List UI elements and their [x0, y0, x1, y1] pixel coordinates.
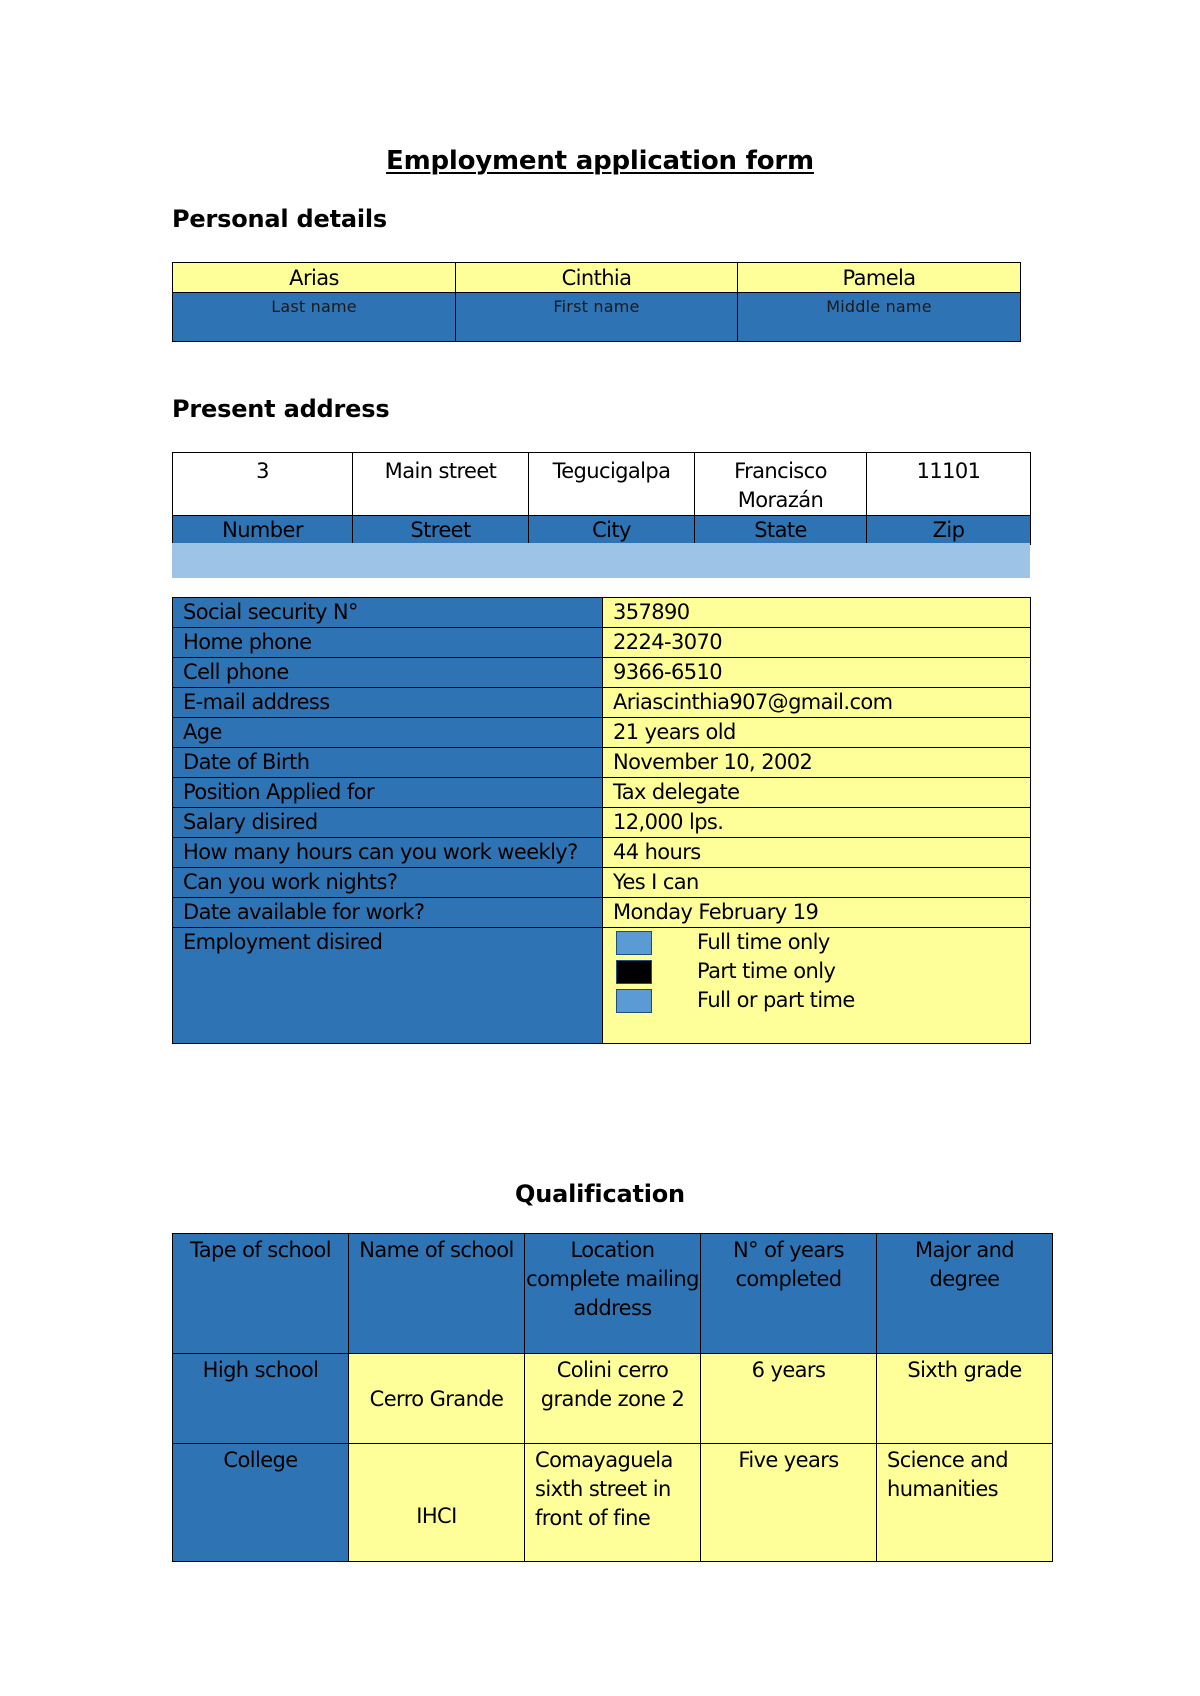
- address-city-value[interactable]: Tegucigalpa: [529, 453, 695, 516]
- header-school-type: Tape of school: [173, 1234, 349, 1354]
- detail-value[interactable]: 9366-6510: [603, 658, 1031, 688]
- table-row: [173, 1444, 1053, 1562]
- checkbox-full-or-part-time[interactable]: [616, 989, 652, 1013]
- address-street-label: Street: [353, 516, 529, 545]
- middle-name-value[interactable]: Pamela: [738, 263, 1021, 293]
- address-number-label: Number: [173, 516, 353, 545]
- detail-row: [173, 898, 1031, 928]
- detail-value[interactable]: 357890: [603, 598, 1031, 628]
- school-name-cell[interactable]: IHCI: [349, 1444, 525, 1562]
- checkbox-label: Full time only: [697, 930, 830, 954]
- applicant-details-table: [172, 597, 1031, 1044]
- header-years-completed: N° of years completed: [701, 1234, 877, 1354]
- detail-row: [173, 778, 1031, 808]
- checkbox-label: Full or part time: [697, 988, 855, 1012]
- detail-row: [173, 598, 1031, 628]
- detail-value[interactable]: November 10, 2002: [603, 748, 1031, 778]
- detail-value[interactable]: 21 years old: [603, 718, 1031, 748]
- middle-name-label: Middle name: [738, 293, 1021, 342]
- personal-details-heading: Personal details: [172, 205, 388, 233]
- page-title: Employment application form: [386, 146, 814, 176]
- employment-option-full-time[interactable]: [613, 928, 1030, 957]
- detail-value[interactable]: 2224-3070: [603, 628, 1031, 658]
- school-type-cell: High school: [173, 1354, 349, 1444]
- employment-option-part-time[interactable]: [613, 957, 1030, 986]
- detail-row: [173, 868, 1031, 898]
- qualification-table: [172, 1233, 1053, 1562]
- detail-label: Salary disired: [173, 808, 603, 838]
- location-cell[interactable]: Comayaguela sixth street in front of fine: [525, 1444, 701, 1562]
- employment-desired-row: [173, 928, 1031, 1044]
- detail-value[interactable]: Tax delegate: [603, 778, 1031, 808]
- present-address-heading: Present address: [172, 395, 390, 423]
- address-divider-band: [172, 543, 1030, 578]
- detail-row: [173, 688, 1031, 718]
- employment-options: [603, 928, 1031, 1044]
- checkbox-label: Part time only: [697, 959, 836, 983]
- checkbox-full-time[interactable]: [616, 931, 652, 955]
- detail-label: Date of Birth: [173, 748, 603, 778]
- address-zip-label: Zip: [867, 516, 1031, 545]
- last-name-label: Last name: [173, 293, 456, 342]
- last-name-value[interactable]: Arias: [173, 263, 456, 293]
- first-name-value[interactable]: Cinthia: [456, 263, 738, 293]
- address-state-value[interactable]: Francisco Morazán: [695, 453, 867, 516]
- address-street-value[interactable]: Main street: [353, 453, 529, 516]
- detail-value[interactable]: Yes I can: [603, 868, 1031, 898]
- header-school-name: Name of school: [349, 1234, 525, 1354]
- detail-row: [173, 748, 1031, 778]
- detail-label: Social security N°: [173, 598, 603, 628]
- qualification-heading: Qualification: [515, 1180, 685, 1208]
- address-state-label: State: [695, 516, 867, 545]
- personal-details-table: [172, 262, 1021, 342]
- school-name-cell[interactable]: Cerro Grande: [349, 1354, 525, 1444]
- detail-row: [173, 718, 1031, 748]
- detail-label: Date available for work?: [173, 898, 603, 928]
- detail-label: E-mail address: [173, 688, 603, 718]
- detail-label: Age: [173, 718, 603, 748]
- detail-row: [173, 658, 1031, 688]
- detail-label: Cell phone: [173, 658, 603, 688]
- first-name-label: First name: [456, 293, 738, 342]
- header-location: Location complete mailing address: [525, 1234, 701, 1354]
- detail-label: Position Applied for: [173, 778, 603, 808]
- school-type-cell: College: [173, 1444, 349, 1562]
- detail-label: Can you work nights?: [173, 868, 603, 898]
- employment-option-full-or-part-time[interactable]: [613, 986, 1030, 1015]
- detail-row: [173, 628, 1031, 658]
- major-cell[interactable]: Sixth grade: [877, 1354, 1053, 1444]
- years-cell[interactable]: 6 years: [701, 1354, 877, 1444]
- present-address-table: [172, 452, 1031, 545]
- qualification-header-row: [173, 1234, 1053, 1354]
- detail-row: [173, 838, 1031, 868]
- detail-row: [173, 808, 1031, 838]
- table-row: [173, 1354, 1053, 1444]
- address-city-label: City: [529, 516, 695, 545]
- address-number-value[interactable]: 3: [173, 453, 353, 516]
- address-zip-value[interactable]: 11101: [867, 453, 1031, 516]
- detail-label: How many hours can you work weekly?: [173, 838, 603, 868]
- major-cell[interactable]: Science and humanities: [877, 1444, 1053, 1562]
- employment-desired-label: Employment disired: [173, 928, 603, 1044]
- detail-value[interactable]: 44 hours: [603, 838, 1031, 868]
- detail-value[interactable]: 12,000 lps.: [603, 808, 1031, 838]
- detail-label: Home phone: [173, 628, 603, 658]
- header-major-degree: Major and degree: [877, 1234, 1053, 1354]
- detail-value[interactable]: Monday February 19: [603, 898, 1031, 928]
- checkbox-part-time[interactable]: [616, 960, 652, 984]
- location-cell[interactable]: Colini cerro grande zone 2: [525, 1354, 701, 1444]
- detail-value[interactable]: Ariascinthia907@gmail.com: [603, 688, 1031, 718]
- years-cell[interactable]: Five years: [701, 1444, 877, 1562]
